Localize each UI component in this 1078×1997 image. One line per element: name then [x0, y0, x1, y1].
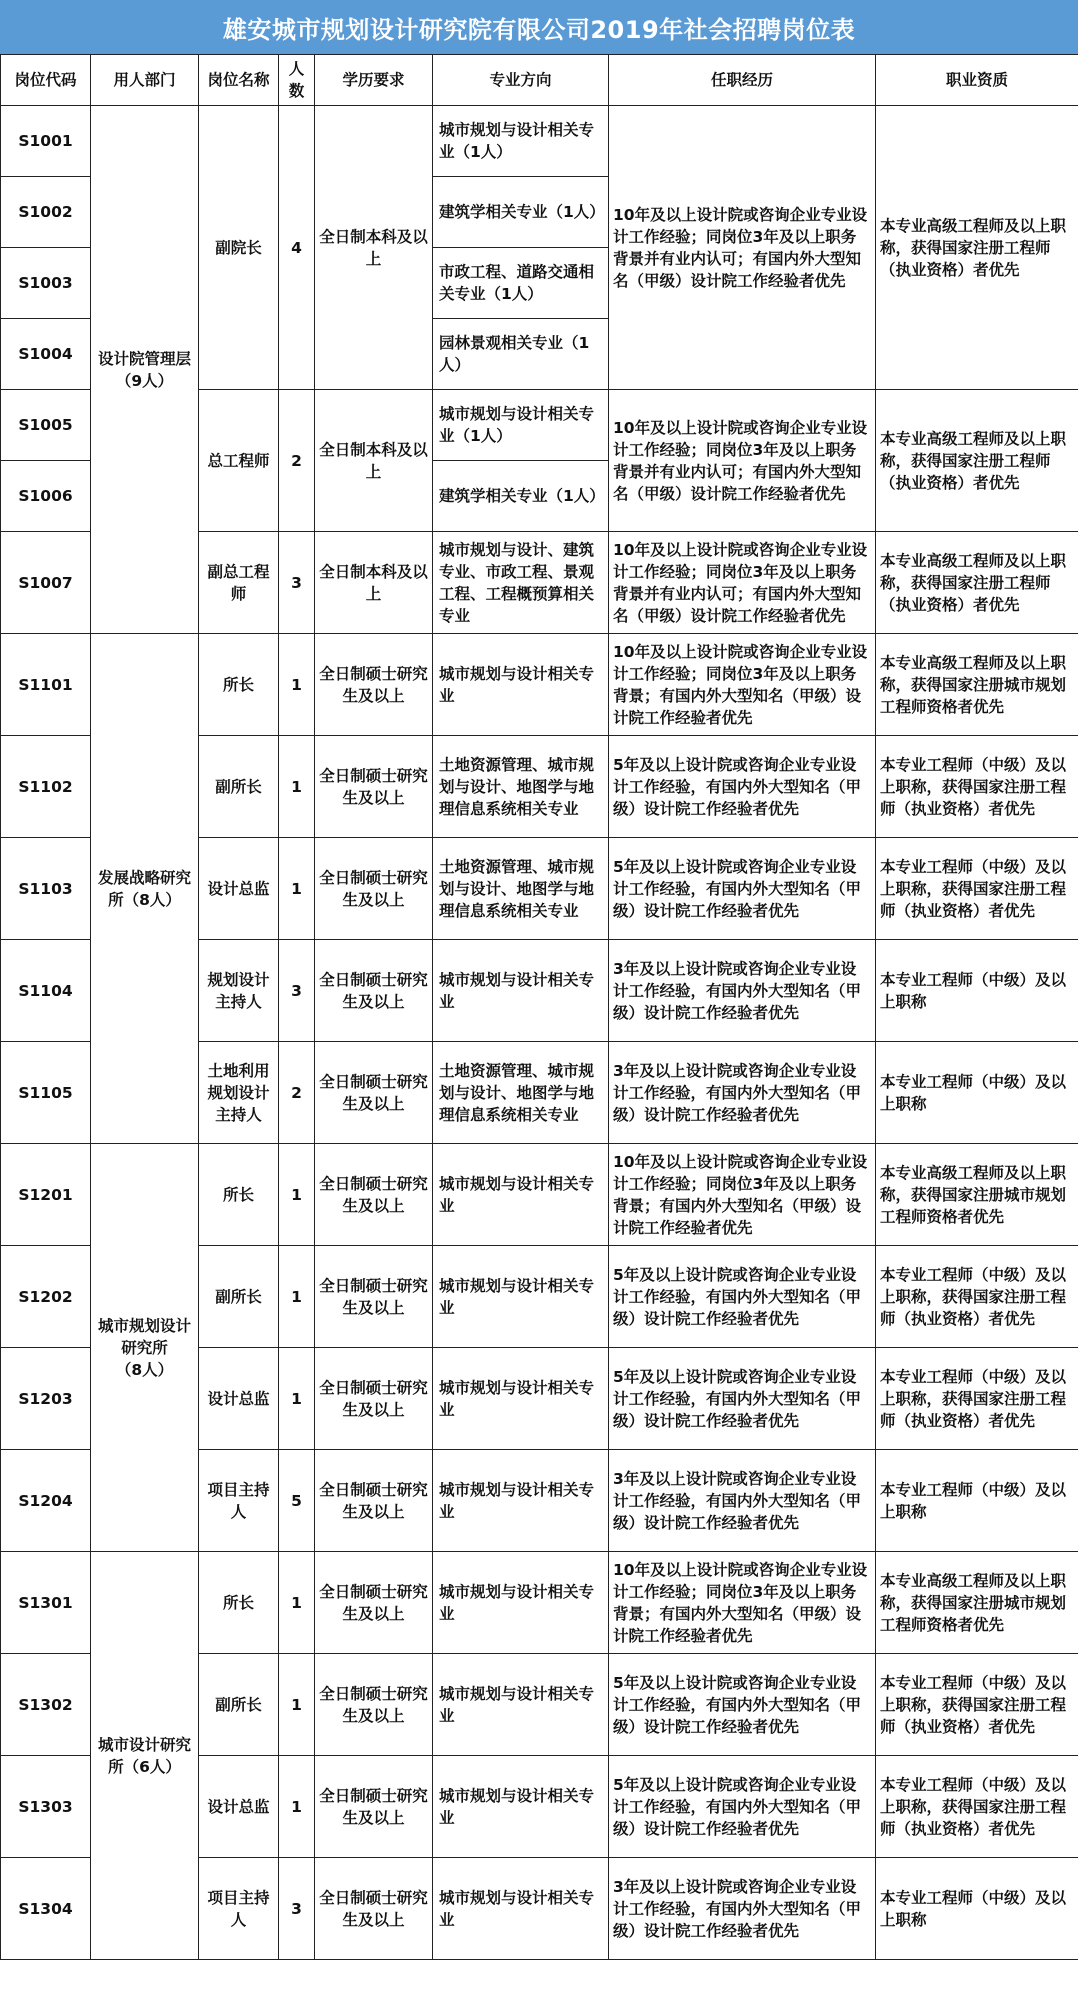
position-code: S1204 — [1, 1450, 91, 1552]
major: 园林景观相关专业（1人） — [433, 319, 609, 390]
headcount: 3 — [279, 532, 315, 634]
qualification: 本专业工程师（中级）及以上职称，获得国家注册工程师（执业资格）者优先 — [876, 1654, 1078, 1756]
major: 土地资源管理、城市规划与设计、地图学与地理信息系统相关专业 — [433, 1042, 609, 1144]
department: 发展战略研究所（8人） — [91, 634, 199, 1144]
headcount: 4 — [279, 106, 315, 390]
position-code: S1304 — [1, 1858, 91, 1960]
major: 建筑学相关专业（1人） — [433, 461, 609, 532]
education: 全日制硕士研究生及以上 — [315, 1042, 433, 1144]
experience: 10年及以上设计院或咨询企业专业设计工作经验；同岗位3年及以上职务背景；有国内外大型知名（甲级）设计院工作经验者优先 — [609, 1552, 876, 1654]
department: 城市规划设计 研究所 （8人） — [91, 1144, 199, 1552]
education: 全日制硕士研究生及以上 — [315, 634, 433, 736]
qualification: 本专业工程师（中级）及以上职称 — [876, 1858, 1078, 1960]
education: 全日制硕士研究生及以上 — [315, 1348, 433, 1450]
education: 全日制硕士研究生及以上 — [315, 1756, 433, 1858]
headcount: 1 — [279, 1348, 315, 1450]
major: 城市规划与设计相关专业（1人） — [433, 106, 609, 177]
education: 全日制硕士研究生及以上 — [315, 1246, 433, 1348]
position-code: S1006 — [1, 461, 91, 532]
department: 城市设计研究所（6人） — [91, 1552, 199, 1960]
position-code: S1005 — [1, 390, 91, 461]
table-row — [1, 1552, 1078, 1654]
position-code: S1102 — [1, 736, 91, 838]
position-code: S1007 — [1, 532, 91, 634]
position-code: S1202 — [1, 1246, 91, 1348]
headcount: 1 — [279, 1756, 315, 1858]
table-row — [1, 1144, 1078, 1246]
major: 城市规划与设计相关专业 — [433, 940, 609, 1042]
major: 土地资源管理、城市规划与设计、地图学与地理信息系统相关专业 — [433, 838, 609, 940]
major: 城市规划与设计相关专业 — [433, 1858, 609, 1960]
experience: 10年及以上设计院或咨询企业专业设计工作经验；同岗位3年及以上职务背景；有国内外大型知名（甲级）设计院工作经验者优先 — [609, 634, 876, 736]
position-code: S1001 — [1, 106, 91, 177]
experience: 5年及以上设计院或咨询企业专业设计工作经验，有国内外大型知名（甲级）设计院工作经验者优先 — [609, 736, 876, 838]
position-code: S1003 — [1, 248, 91, 319]
education: 全日制本科及以上 — [315, 390, 433, 532]
major: 城市规划与设计相关专业 — [433, 634, 609, 736]
position-code: S1301 — [1, 1552, 91, 1654]
position-code: S1302 — [1, 1654, 91, 1756]
position-code: S1201 — [1, 1144, 91, 1246]
position-code: S1101 — [1, 634, 91, 736]
recruitment-table — [0, 54, 1078, 1960]
position-code: S1002 — [1, 177, 91, 248]
position-code: S1103 — [1, 838, 91, 940]
headcount: 5 — [279, 1450, 315, 1552]
position-name: 项目主持人 — [199, 1858, 279, 1960]
major: 城市规划与设计相关专业 — [433, 1246, 609, 1348]
header-qualification: 职业资质 — [876, 55, 1078, 106]
qualification: 本专业高级工程师及以上职称，获得国家注册工程师（执业资格）者优先 — [876, 532, 1078, 634]
experience: 10年及以上设计院或咨询企业专业设计工作经验；同岗位3年及以上职务背景并有业内认可；有国内外大型知名（甲级）设计院工作经验者优先 — [609, 390, 876, 532]
position-code: S1203 — [1, 1348, 91, 1450]
qualification: 本专业高级工程师及以上职称，获得国家注册城市规划工程师资格者优先 — [876, 1144, 1078, 1246]
qualification: 本专业工程师（中级）及以上职称，获得国家注册工程师（执业资格）者优先 — [876, 838, 1078, 940]
major: 城市规划与设计相关专业 — [433, 1654, 609, 1756]
qualification: 本专业高级工程师及以上职称，获得国家注册工程师（执业资格）者优先 — [876, 106, 1078, 390]
headcount: 1 — [279, 838, 315, 940]
education: 全日制硕士研究生及以上 — [315, 1450, 433, 1552]
education: 全日制本科及以上 — [315, 532, 433, 634]
education: 全日制硕士研究生及以上 — [315, 736, 433, 838]
major: 城市规划与设计相关专业 — [433, 1144, 609, 1246]
qualification: 本专业工程师（中级）及以上职称，获得国家注册工程师（执业资格）者优先 — [876, 1756, 1078, 1858]
position-name: 设计总监 — [199, 1348, 279, 1450]
major: 城市规划与设计相关专业（1人） — [433, 390, 609, 461]
position-name: 土地利用规划设计主持人 — [199, 1042, 279, 1144]
experience: 5年及以上设计院或咨询企业专业设计工作经验，有国内外大型知名（甲级）设计院工作经验者优先 — [609, 1756, 876, 1858]
experience: 10年及以上设计院或咨询企业专业设计工作经验；同岗位3年及以上职务背景并有业内认可；有国内外大型知名（甲级）设计院工作经验者优先 — [609, 532, 876, 634]
position-name: 副所长 — [199, 1246, 279, 1348]
major: 城市规划与设计、建筑专业、市政工程、景观工程、工程概预算相关专业 — [433, 532, 609, 634]
major: 建筑学相关专业（1人） — [433, 177, 609, 248]
qualification: 本专业工程师（中级）及以上职称 — [876, 940, 1078, 1042]
headcount: 3 — [279, 1858, 315, 1960]
headcount: 1 — [279, 1246, 315, 1348]
position-name: 项目主持人 — [199, 1450, 279, 1552]
headcount: 1 — [279, 1144, 315, 1246]
position-name: 规划设计主持人 — [199, 940, 279, 1042]
department: 设计院管理层 （9人） — [91, 106, 199, 634]
position-name: 总工程师 — [199, 390, 279, 532]
header-major: 专业方向 — [433, 55, 609, 106]
qualification: 本专业工程师（中级）及以上职称，获得国家注册工程师（执业资格）者优先 — [876, 1348, 1078, 1450]
major: 城市规划与设计相关专业 — [433, 1552, 609, 1654]
header-code: 岗位代码 — [1, 55, 91, 106]
qualification: 本专业工程师（中级）及以上职称，获得国家注册工程师（执业资格）者优先 — [876, 736, 1078, 838]
header-department: 用人部门 — [91, 55, 199, 106]
education: 全日制硕士研究生及以上 — [315, 1858, 433, 1960]
qualification: 本专业高级工程师及以上职称，获得国家注册工程师（执业资格）者优先 — [876, 390, 1078, 532]
table-title: 雄安城市规划设计研究院有限公司2019年社会招聘岗位表 — [0, 0, 1078, 54]
position-name: 设计总监 — [199, 1756, 279, 1858]
position-name: 副所长 — [199, 736, 279, 838]
position-code: S1303 — [1, 1756, 91, 1858]
experience: 5年及以上设计院或咨询企业专业设计工作经验，有国内外大型知名（甲级）设计院工作经验者优先 — [609, 1246, 876, 1348]
headcount: 1 — [279, 634, 315, 736]
headcount: 1 — [279, 1552, 315, 1654]
header-experience: 任职经历 — [609, 55, 876, 106]
position-name: 副总工程师 — [199, 532, 279, 634]
position-code: S1004 — [1, 319, 91, 390]
qualification: 本专业工程师（中级）及以上职称 — [876, 1450, 1078, 1552]
education: 全日制硕士研究生及以上 — [315, 1654, 433, 1756]
experience: 10年及以上设计院或咨询企业专业设计工作经验；同岗位3年及以上职务背景；有国内外大型知名（甲级）设计院工作经验者优先 — [609, 1144, 876, 1246]
qualification: 本专业高级工程师及以上职称，获得国家注册城市规划工程师资格者优先 — [876, 1552, 1078, 1654]
header-education: 学历要求 — [315, 55, 433, 106]
position-name: 所长 — [199, 1144, 279, 1246]
header-count: 人数 — [279, 55, 315, 106]
position-name: 副所长 — [199, 1654, 279, 1756]
position-name: 所长 — [199, 634, 279, 736]
headcount: 2 — [279, 390, 315, 532]
qualification: 本专业高级工程师及以上职称，获得国家注册城市规划工程师资格者优先 — [876, 634, 1078, 736]
table-row — [1, 634, 1078, 736]
experience: 3年及以上设计院或咨询企业专业设计工作经验，有国内外大型知名（甲级）设计院工作经验者优先 — [609, 1858, 876, 1960]
major: 城市规划与设计相关专业 — [433, 1450, 609, 1552]
major: 城市规划与设计相关专业 — [433, 1348, 609, 1450]
header-position: 岗位名称 — [199, 55, 279, 106]
experience: 5年及以上设计院或咨询企业专业设计工作经验，有国内外大型知名（甲级）设计院工作经验者优先 — [609, 838, 876, 940]
position-name: 副院长 — [199, 106, 279, 390]
major: 市政工程、道路交通相关专业（1人） — [433, 248, 609, 319]
education: 全日制本科及以上 — [315, 106, 433, 390]
education: 全日制硕士研究生及以上 — [315, 940, 433, 1042]
experience: 10年及以上设计院或咨询企业专业设计工作经验；同岗位3年及以上职务背景并有业内认可；有国内外大型知名（甲级）设计院工作经验者优先 — [609, 106, 876, 390]
experience: 5年及以上设计院或咨询企业专业设计工作经验，有国内外大型知名（甲级）设计院工作经验者优先 — [609, 1348, 876, 1450]
headcount: 3 — [279, 940, 315, 1042]
position-code: S1104 — [1, 940, 91, 1042]
education: 全日制硕士研究生及以上 — [315, 1144, 433, 1246]
qualification: 本专业工程师（中级）及以上职称，获得国家注册工程师（执业资格）者优先 — [876, 1246, 1078, 1348]
education: 全日制硕士研究生及以上 — [315, 1552, 433, 1654]
table-row — [1, 106, 1078, 177]
major: 土地资源管理、城市规划与设计、地图学与地理信息系统相关专业 — [433, 736, 609, 838]
experience: 5年及以上设计院或咨询企业专业设计工作经验，有国内外大型知名（甲级）设计院工作经验者优先 — [609, 1654, 876, 1756]
experience: 3年及以上设计院或咨询企业专业设计工作经验，有国内外大型知名（甲级）设计院工作经验者优先 — [609, 1450, 876, 1552]
headcount: 2 — [279, 1042, 315, 1144]
header-row — [1, 55, 1078, 106]
experience: 3年及以上设计院或咨询企业专业设计工作经验，有国内外大型知名（甲级）设计院工作经验者优先 — [609, 940, 876, 1042]
education: 全日制硕士研究生及以上 — [315, 838, 433, 940]
headcount: 1 — [279, 736, 315, 838]
major: 城市规划与设计相关专业 — [433, 1756, 609, 1858]
qualification: 本专业工程师（中级）及以上职称 — [876, 1042, 1078, 1144]
position-code: S1105 — [1, 1042, 91, 1144]
position-name: 设计总监 — [199, 838, 279, 940]
position-name: 所长 — [199, 1552, 279, 1654]
headcount: 1 — [279, 1654, 315, 1756]
experience: 3年及以上设计院或咨询企业专业设计工作经验，有国内外大型知名（甲级）设计院工作经验者优先 — [609, 1042, 876, 1144]
